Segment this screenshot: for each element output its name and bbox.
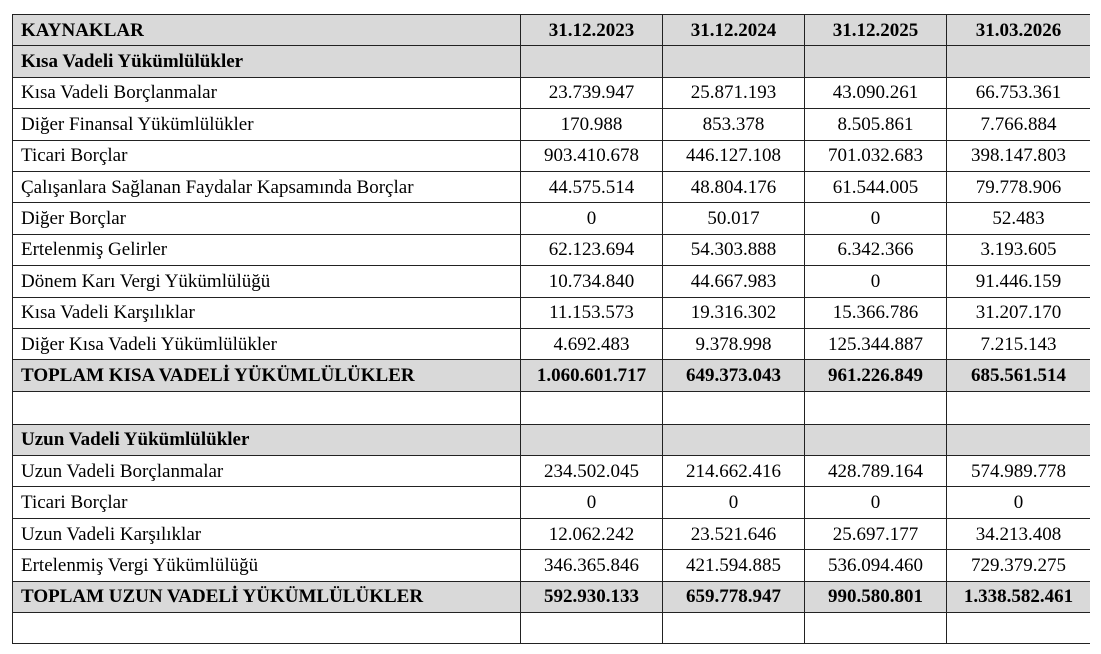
row-label: Kısa Vadeli Karşılıklar: [13, 297, 521, 328]
cell-value: 398.147.803: [947, 140, 1091, 171]
table-row: [13, 109, 1091, 140]
cell-value: 79.778.906: [947, 171, 1091, 202]
total-row-long-term: [13, 581, 1091, 612]
total-row-short-term: [13, 360, 1091, 391]
cell-value: 54.303.888: [663, 234, 805, 265]
total-value: 1.060.601.717: [521, 360, 663, 391]
row-label: Diğer Borçlar: [13, 203, 521, 234]
cell-value: 31.207.170: [947, 297, 1091, 328]
cell-value: 7.766.884: [947, 109, 1091, 140]
cell-value: 10.734.840: [521, 266, 663, 297]
cell-value: 43.090.261: [805, 77, 947, 108]
table-row: [13, 171, 1091, 202]
total-label: TOPLAM UZUN VADELİ YÜKÜMLÜLÜKLER: [13, 581, 521, 612]
cell-value: 729.379.275: [947, 550, 1091, 581]
cell-value: 25.871.193: [663, 77, 805, 108]
cell-value: 0: [947, 487, 1091, 518]
table-row: [13, 328, 1091, 359]
empty-cell: [663, 391, 805, 424]
total-value: 659.778.947: [663, 581, 805, 612]
total-value: 1.338.582.461: [947, 581, 1091, 612]
section-header-short-term: [13, 46, 1091, 77]
cell-value: 346.365.846: [521, 550, 663, 581]
row-label: Uzun Vadeli Borçlanmalar: [13, 456, 521, 487]
cell-value: 234.502.045: [521, 456, 663, 487]
empty-cell: [663, 424, 805, 455]
cell-value: 44.667.983: [663, 266, 805, 297]
cell-value: 44.575.514: [521, 171, 663, 202]
cell-value: 3.193.605: [947, 234, 1091, 265]
row-label: Diğer Finansal Yükümlülükler: [13, 109, 521, 140]
table-row: [13, 266, 1091, 297]
row-label: Ertelenmiş Gelirler: [13, 234, 521, 265]
empty-cell: [805, 613, 947, 644]
cell-value: 853.378: [663, 109, 805, 140]
row-label: Çalışanlara Sağlanan Faydalar Kapsamında Borçlar: [13, 171, 521, 202]
cell-value: 0: [805, 487, 947, 518]
cell-value: 0: [805, 266, 947, 297]
cell-value: 574.989.778: [947, 456, 1091, 487]
cell-value: 0: [663, 487, 805, 518]
cell-value: 48.804.176: [663, 171, 805, 202]
cell-value: 91.446.159: [947, 266, 1091, 297]
cell-value: 23.521.646: [663, 518, 805, 549]
header-col-2026: 31.03.2026: [947, 15, 1091, 46]
empty-cell: [13, 613, 521, 644]
cell-value: 11.153.573: [521, 297, 663, 328]
cell-value: 34.213.408: [947, 518, 1091, 549]
header-col-2025: 31.12.2025: [805, 15, 947, 46]
cell-value: 23.739.947: [521, 77, 663, 108]
row-label: Diğer Kısa Vadeli Yükümlülükler: [13, 328, 521, 359]
empty-cell: [521, 424, 663, 455]
empty-cell: [521, 613, 663, 644]
cell-value: 446.127.108: [663, 140, 805, 171]
row-label: Kısa Vadeli Borçlanmalar: [13, 77, 521, 108]
empty-cell: [947, 391, 1091, 424]
header-label: KAYNAKLAR: [13, 15, 521, 46]
total-value: 685.561.514: [947, 360, 1091, 391]
cell-value: 170.988: [521, 109, 663, 140]
cell-value: 701.032.683: [805, 140, 947, 171]
empty-cell: [521, 391, 663, 424]
cell-value: 6.342.366: [805, 234, 947, 265]
liabilities-table: [12, 14, 1090, 644]
table-row-cutoff: [13, 613, 1091, 644]
table-row: [13, 203, 1091, 234]
row-label: Ticari Borçlar: [13, 487, 521, 518]
table-row: [13, 518, 1091, 549]
row-label: Ticari Borçlar: [13, 140, 521, 171]
section-title: Kısa Vadeli Yükümlülükler: [13, 46, 521, 77]
cell-value: 15.366.786: [805, 297, 947, 328]
total-value: 592.930.133: [521, 581, 663, 612]
row-label: Ertelenmiş Vergi Yükümlülüğü: [13, 550, 521, 581]
cell-value: 66.753.361: [947, 77, 1091, 108]
spacer-row: [13, 391, 1091, 424]
cell-value: 19.316.302: [663, 297, 805, 328]
cell-value: 0: [805, 203, 947, 234]
empty-cell: [947, 424, 1091, 455]
cell-value: 421.594.885: [663, 550, 805, 581]
cell-value: 12.062.242: [521, 518, 663, 549]
empty-cell: [521, 46, 663, 77]
table-row: [13, 140, 1091, 171]
cell-value: 7.215.143: [947, 328, 1091, 359]
cell-value: 214.662.416: [663, 456, 805, 487]
row-label: Uzun Vadeli Karşılıklar: [13, 518, 521, 549]
empty-cell: [947, 46, 1091, 77]
header-col-2023: 31.12.2023: [521, 15, 663, 46]
cell-value: 4.692.483: [521, 328, 663, 359]
cell-value: 25.697.177: [805, 518, 947, 549]
empty-cell: [805, 46, 947, 77]
balance-sheet: [12, 14, 1090, 654]
header-row: [13, 15, 1091, 46]
total-value: 649.373.043: [663, 360, 805, 391]
cell-value: 428.789.164: [805, 456, 947, 487]
cell-value: 0: [521, 203, 663, 234]
cell-value: 903.410.678: [521, 140, 663, 171]
header-col-2024: 31.12.2024: [663, 15, 805, 46]
total-label: TOPLAM KISA VADELİ YÜKÜMLÜLÜKLER: [13, 360, 521, 391]
table-row: [13, 487, 1091, 518]
row-label: Dönem Karı Vergi Yükümlülüğü: [13, 266, 521, 297]
cell-value: 62.123.694: [521, 234, 663, 265]
table-row: [13, 77, 1091, 108]
empty-cell: [13, 391, 521, 424]
cell-value: 125.344.887: [805, 328, 947, 359]
table-row: [13, 456, 1091, 487]
section-title: Uzun Vadeli Yükümlülükler: [13, 424, 521, 455]
cell-value: 61.544.005: [805, 171, 947, 202]
table-row: [13, 234, 1091, 265]
cell-value: 536.094.460: [805, 550, 947, 581]
empty-cell: [805, 391, 947, 424]
cell-value: 50.017: [663, 203, 805, 234]
cell-value: 52.483: [947, 203, 1091, 234]
section-header-long-term: [13, 424, 1091, 455]
empty-cell: [663, 613, 805, 644]
table-row: [13, 550, 1091, 581]
cell-value: 9.378.998: [663, 328, 805, 359]
empty-cell: [805, 424, 947, 455]
table-row: [13, 297, 1091, 328]
total-value: 961.226.849: [805, 360, 947, 391]
total-value: 990.580.801: [805, 581, 947, 612]
cell-value: 8.505.861: [805, 109, 947, 140]
empty-cell: [947, 613, 1091, 644]
empty-cell: [663, 46, 805, 77]
cell-value: 0: [521, 487, 663, 518]
